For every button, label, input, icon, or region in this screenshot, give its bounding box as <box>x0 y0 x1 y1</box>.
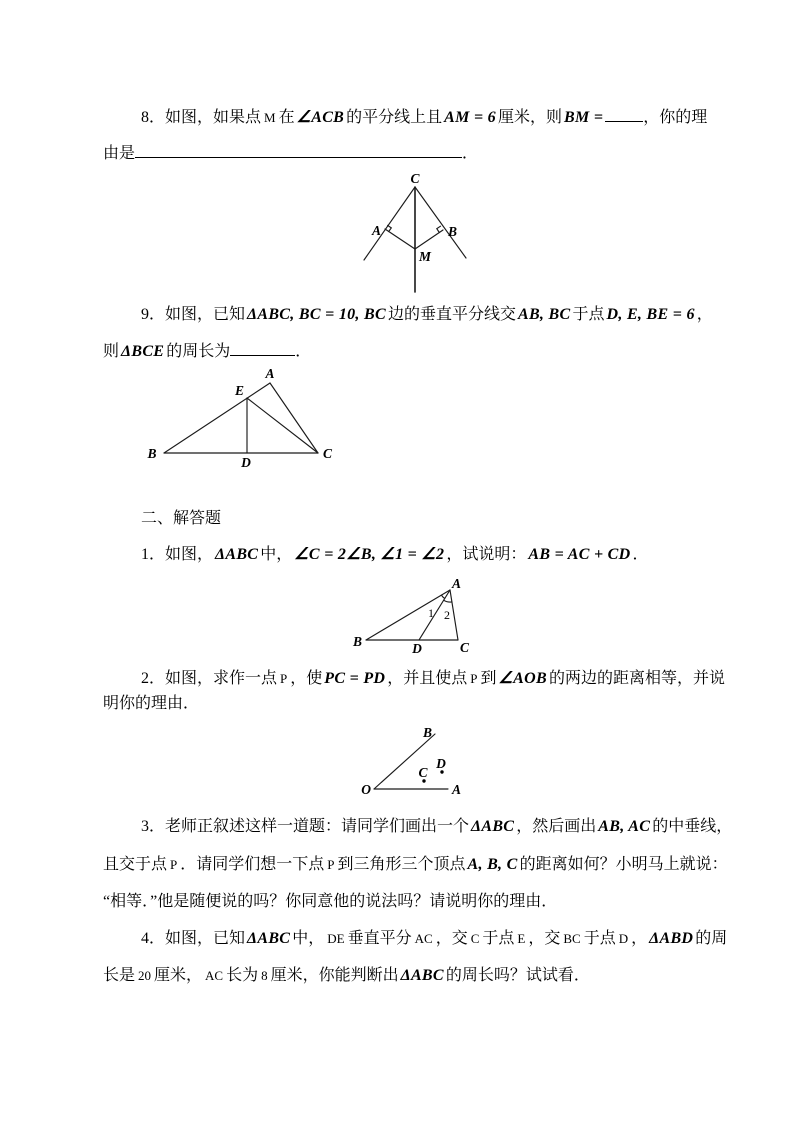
text-segment: P <box>280 671 288 686</box>
figq2-label-b: B <box>422 725 432 740</box>
problem-8-line-1 <box>141 106 707 129</box>
text-segment: ，然后画出 <box>516 818 597 835</box>
question-3-line-3 <box>103 891 557 913</box>
text-segment: BM = <box>564 109 604 126</box>
text-segment: 的中垂线， <box>652 818 733 835</box>
text-segment: 的周长吗？试试看． <box>445 967 590 984</box>
fig9-label-e: E <box>234 383 244 398</box>
fig9-label-d: D <box>241 455 251 470</box>
text-segment: P <box>327 857 335 872</box>
figure-problem-9 <box>140 366 340 471</box>
text-segment: ，试说明： <box>446 546 527 563</box>
text-segment: D, E, BE = 6 <box>606 306 695 323</box>
text-segment: C <box>470 931 480 946</box>
text-segment: “相等．”他是随便说的吗？你同意他的说法吗？请说明你的理由． <box>103 893 558 910</box>
text-segment: ΔABD <box>649 930 694 947</box>
question-1-line-1 <box>141 544 649 566</box>
text-segment: 2．如图，求作一点 <box>141 670 278 687</box>
text-segment: ，交 <box>435 930 468 947</box>
text-segment: AB, BC <box>517 306 571 323</box>
text-segment: ΔABC <box>471 818 515 835</box>
text-segment: AC <box>414 931 433 946</box>
text-segment: ，你的理 <box>643 109 708 126</box>
question-2-line-1 <box>141 668 725 690</box>
section-2-heading <box>141 508 221 530</box>
figq1-label-a: A <box>452 578 462 591</box>
text-segment: P <box>170 857 178 872</box>
text-segment: ． <box>295 343 312 360</box>
figure-problem-8 <box>350 168 480 298</box>
text-segment: 于点 <box>572 306 605 323</box>
text-segment: 9．如图，已知 <box>141 306 246 323</box>
figure-question-1 <box>350 578 475 660</box>
text-segment: ΔBCE <box>121 343 165 360</box>
text-segment: ∠ACB <box>296 109 345 126</box>
fig9-label-b: B <box>147 446 157 461</box>
text-segment: ，交 <box>528 930 561 947</box>
text-segment: BC <box>563 931 581 946</box>
fig8-lines <box>364 187 466 292</box>
text-segment: 20 <box>138 968 152 983</box>
text-segment: D <box>618 931 629 946</box>
figq1-label-angle2: 2 <box>444 608 450 622</box>
text-segment: 的距离如何？小明马上就说： <box>519 856 728 873</box>
question-3-line-1 <box>141 816 732 838</box>
text-segment: E <box>517 931 526 946</box>
text-segment: AB, AC <box>598 818 651 835</box>
text-segment: 垂直平分 <box>347 930 412 947</box>
figq1-label-d: D <box>412 641 422 656</box>
angle-arc-1 <box>441 595 444 598</box>
problem-9-line-1 <box>141 304 713 326</box>
question-2-line-2 <box>103 693 199 715</box>
fig8-label-a: A <box>371 223 381 238</box>
text-segment: 的周 <box>695 930 728 947</box>
figq1-label-c: C <box>460 640 470 655</box>
text-segment: 长是 <box>103 967 136 984</box>
text-segment: P <box>470 671 478 686</box>
text-segment: 在 <box>278 109 295 126</box>
text-segment: 的周长为 <box>166 343 231 360</box>
text-segment: ΔABC, BC = 10, BC <box>247 306 386 323</box>
figq1-label-b: B <box>352 634 362 649</box>
text-segment: 边的垂直平分线交 <box>387 306 516 323</box>
text-segment: 中， <box>292 930 325 947</box>
text-segment: ΔABC <box>215 546 259 563</box>
figq2-label-c: C <box>418 765 428 780</box>
text-segment: 厘米，你能判断出 <box>270 967 399 984</box>
text-segment: 且交于点 <box>103 856 168 873</box>
fig8-label-m: M <box>419 249 432 264</box>
text-segment: ∠AOB <box>498 670 547 687</box>
text-segment: DE <box>327 931 345 946</box>
text-segment: ， <box>631 930 648 947</box>
text-segment: 的平分线上且 <box>346 109 443 126</box>
fig9-label-a: A <box>265 366 275 381</box>
fig9-label-c: C <box>323 446 333 461</box>
text-segment: 则 <box>103 343 120 360</box>
text-segment: ΔABC <box>400 967 444 984</box>
text-segment: 3．老师正叙述这样一道题：请同学们画出一个 <box>141 818 470 835</box>
text-segment: ，使 <box>290 670 323 687</box>
text-segment: 的两边的距离相等，并说 <box>548 670 725 687</box>
fig8-label-c: C <box>410 171 420 186</box>
text-segment: M <box>264 110 276 125</box>
text-segment: 中， <box>260 546 293 563</box>
text-segment: 到 <box>480 670 497 687</box>
blank-underline <box>135 142 462 158</box>
problem-9-line-2 <box>103 340 311 363</box>
problem-8-line-2 <box>103 142 478 165</box>
text-segment: A, B, C <box>467 856 518 873</box>
text-segment: AB = AC + CD <box>528 546 631 563</box>
text-segment: 4．如图，已知 <box>141 930 246 947</box>
text-segment: 二、解答题 <box>141 510 222 527</box>
text-segment: 明你的理由． <box>103 695 200 712</box>
text-segment: PC = PD <box>324 670 386 687</box>
text-segment: 1．如图， <box>141 546 214 563</box>
figq2-label-o: O <box>361 782 371 797</box>
text-segment: ． <box>462 145 479 162</box>
text-segment: 于点 <box>583 930 616 947</box>
text-segment: 到三角形三个顶点 <box>337 856 466 873</box>
question-4-line-1 <box>141 928 727 950</box>
text-segment: 由是 <box>103 145 136 162</box>
figq1-label-angle1: 1 <box>428 606 434 620</box>
fig8-label-b: B <box>448 224 458 239</box>
figure-question-2 <box>358 720 463 800</box>
text-segment: ． <box>632 546 649 563</box>
blank-underline <box>230 340 295 356</box>
blank-underline <box>605 106 643 122</box>
question-3-line-2 <box>103 854 728 876</box>
text-segment: ∠C = 2∠B, ∠1 = ∠2 <box>294 546 445 563</box>
angle-arc-2 <box>444 600 452 602</box>
text-segment: ， <box>696 306 713 323</box>
text-segment: ．请同学们想一下点 <box>180 856 325 873</box>
text-segment: AM = 6 <box>444 109 496 126</box>
text-segment: 厘米，则 <box>498 109 563 126</box>
text-segment: 长为 <box>226 967 259 984</box>
text-segment: ，并且使点 <box>387 670 468 687</box>
figq2-label-a: A <box>452 782 462 797</box>
text-segment: 8．如图，如果点 <box>141 109 262 126</box>
text-segment: AC <box>205 968 224 983</box>
text-segment: 于点 <box>482 930 515 947</box>
text-segment: ΔABC <box>247 930 291 947</box>
figq2-label-d: D <box>436 756 446 771</box>
text-segment: 厘米， <box>154 967 203 984</box>
question-4-line-2 <box>103 965 590 987</box>
text-segment: 8 <box>261 968 268 983</box>
